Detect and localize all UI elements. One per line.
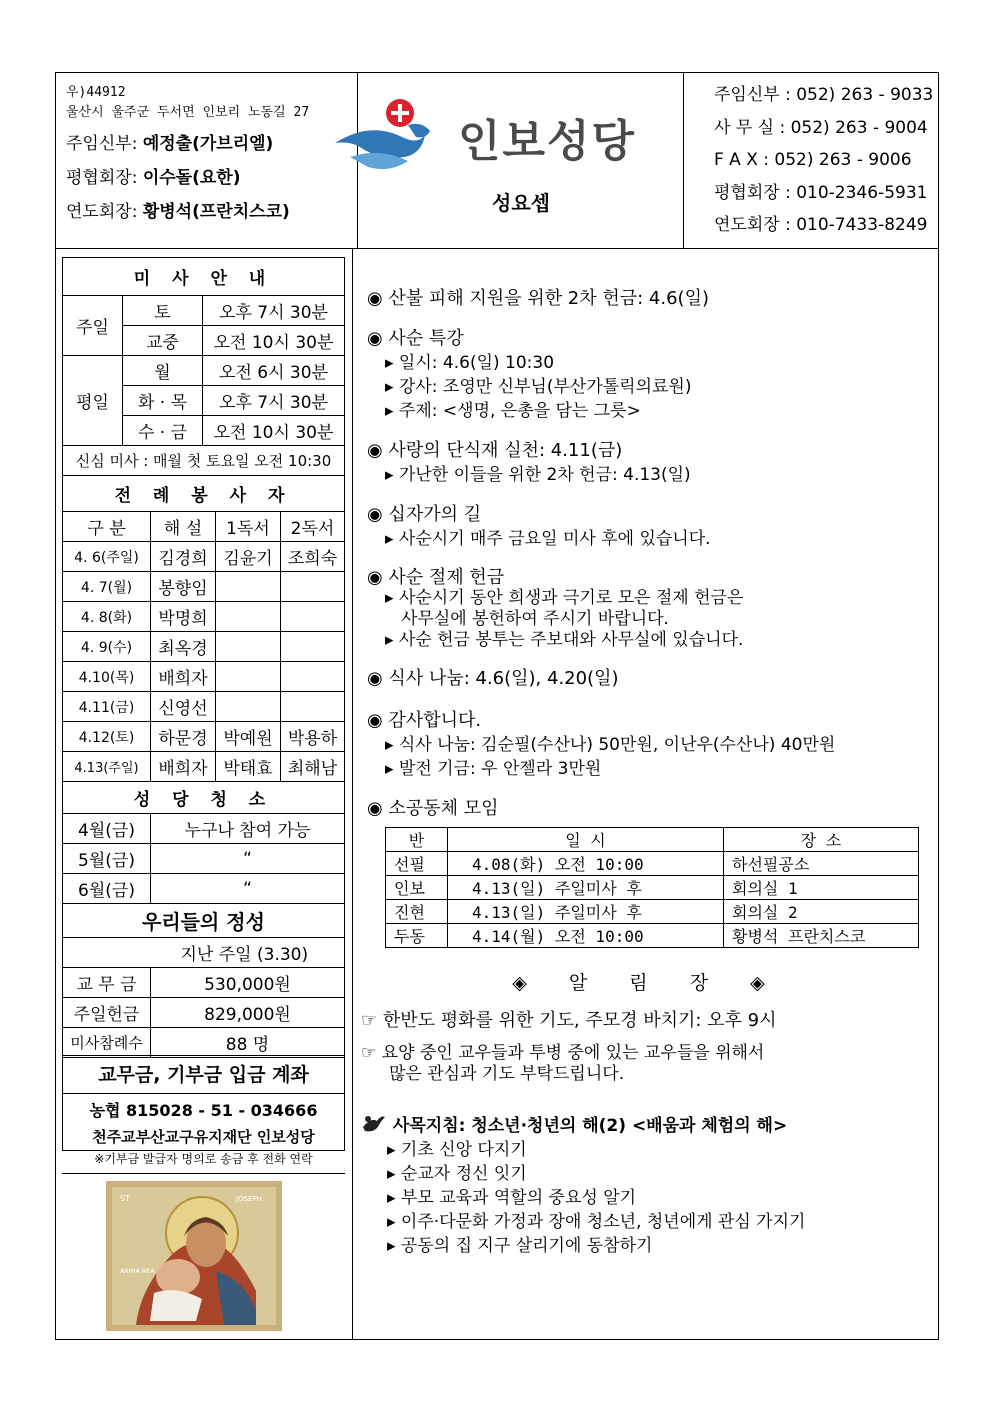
table-row: 주일헌금 829,000원: [63, 998, 345, 1028]
table-row: 4. 6(주일) 김경희 김윤기 조희숙: [63, 542, 345, 572]
left-column: [56, 249, 353, 1339]
notice-sick-prayer: ☞ 요양 중인 교우들과 투병 중에 있는 교우들을 위해서 많은 관심과 기도 부탁드립니다.: [361, 1043, 765, 1084]
pastoral-title: 사목지침: 청소년·청년의 해(2) <배움과 체험의 해>: [392, 1116, 788, 1136]
postal-code: 우)44912: [66, 85, 126, 100]
table-row: 4. 8(화) 박명희: [63, 602, 345, 632]
account-note: ※기부금 발급자 명의로 송금 후 전화 연락: [94, 1152, 313, 1166]
st-joseph-icon: [106, 1181, 282, 1331]
contact-funeral: 연도회장 : 010-7433-8249: [714, 215, 928, 235]
header-logo: [358, 73, 684, 249]
mass-table: 미 사 안 내 주일 토 오후 7시 30분 교중 오전 10시 30분 평일 월 오전 6시 30분 화 · 목 오후 7시 30분 수 · 금 오전 10시 30분 신심 미사 : 매월 첫 토요일 오전 10:30: [62, 257, 345, 476]
icon-label-anima: ANIMA MEA: [120, 1268, 155, 1275]
church-name: 인보성당: [458, 116, 637, 167]
mass-note: 신심 미사 : 매월 첫 토요일 오전 10:30: [63, 446, 345, 476]
header-contacts: [684, 73, 938, 249]
news-small-community: ◉ 소공동체 모임: [367, 798, 499, 819]
council-row: 평협회장: 이수돌(요한): [66, 168, 241, 188]
church-logo-icon: [330, 91, 450, 181]
news-meal-sharing: ◉ 식사 나눔: 4.6(일), 4.20(일): [367, 668, 619, 689]
icon-label-st: ST: [120, 1194, 130, 1203]
news-stations-of-cross: ◉ 십자가의 길 ▸ 사순시기 매주 금요일 미사 후에 있습니다.: [367, 504, 711, 549]
cleaning-table: [62, 781, 345, 904]
news-lent-offering: ◉ 사순 절제 헌금 ▸ 사순시기 동안 희생과 극기로 모은 절제 헌금은 사무실에 봉헌하여 주시기 바랍니다. ▸ 사순 헌금 봉투는 주보대와 사무실에 있습니다.: [367, 567, 744, 650]
weekday-label: 평일: [63, 356, 123, 446]
account-details: [62, 1097, 345, 1169]
funeral-row: 연도회장: 황병석(프란치스코): [66, 202, 290, 222]
account-title: 교무금, 기부금 입금 계좌: [63, 1056, 344, 1094]
notice-title: ◈ 알 림 장 ◈: [512, 972, 783, 994]
table-row: 4.11(금) 신영선: [63, 692, 345, 722]
address: 울산시 울주군 두서면 인보리 노동길 27: [66, 105, 310, 120]
contact-office: 사 무 실 : 052) 263 - 9004: [714, 117, 928, 138]
table-row: 선필 4.08(화) 오전 10:00 하선필공소: [386, 852, 919, 876]
table-row: 두동 4.14(월) 오전 10:00 황병석 프란치스코: [386, 924, 919, 948]
right-column: [353, 249, 938, 1339]
news-thanks: ◉ 감사합니다. ▸ 식사 나눔: 김순필(수산나) 50만원, 이난우(수산나) 40만원 ▸ 발전 기금: 우 안젤라 3만원: [367, 710, 836, 779]
table-row: 진현 4.13(일) 주일미사 후 회의실 2: [386, 900, 919, 924]
bulletin-page: [55, 72, 939, 1340]
cleaning-title: 성 당 청 소: [63, 782, 345, 814]
offering-table: [62, 903, 345, 1058]
bulletin-name: 성요셉: [492, 191, 550, 215]
table-row: 6월(금) “: [63, 874, 345, 904]
table-row: 4월(금) 누구나 참여 가능: [63, 814, 345, 844]
notice-peace-prayer: ☞ 한반도 평화를 위한 기도, 주모경 바치기: 오후 9시: [361, 1010, 777, 1031]
header-left: [56, 73, 358, 249]
news-fasting: ◉ 사랑의 단식재 실천: 4.11(금) ▸ 가난한 이들을 위한 2차 헌금: 4.13(일): [367, 440, 691, 485]
dove-icon: [361, 1113, 387, 1135]
table-row: 4.10(목) 배희자: [63, 662, 345, 692]
mass-title: 미 사 안 내: [63, 258, 345, 296]
contact-fax: F A X : 052) 263 - 9006: [714, 150, 912, 170]
table-row: 4. 7(월) 봉향임: [63, 572, 345, 602]
pastor-row: 주임신부: 예정출(가브리엘): [66, 134, 274, 154]
header: [56, 73, 938, 249]
table-row: 교 무 금 530,000원: [63, 968, 345, 998]
table-row: 미사참례수 88 명: [63, 1028, 345, 1058]
pastoral-guideline: 사목지침: 청소년·청년의 해(2) <배움과 체험의 해> ▸ 기초 신앙 다지기 ▸ 순교자 정신 잇기 ▸ 부모 교육과 역할의 중요성 알기 ▸ 이주·다문화 가정과 장애 청소년, 청년에게 관심 가지기 ▸ 공동의 집 지구 살리기에 동참하기: [361, 1113, 938, 1258]
icon-label-joseph: JOSEPH: [236, 1195, 262, 1203]
news-donation: ◉ 산불 피해 지원을 위한 2차 헌금: 4.6(일): [367, 288, 709, 309]
servers-table: 전 례 봉 사 자 구 분 해 설 1독서 2독서 4. 6(주일) 김경희 김윤기 조희숙 4. 7(월) 봉향임 4. 8(화) 박명희 4. 9(수) 최옥경 4.10(목) 배희자 4.11(금) 신영선 4.12(토) 하문경 박예원 박용하 4.13(주일) 배희자 박태효 최해남: [62, 475, 345, 782]
table-row: 인보 4.13(일) 주일미사 후 회의실 1: [386, 876, 919, 900]
body: [56, 249, 938, 1339]
group-schedule-table: 반 일 시 장 소 선필 4.08(화) 오전 10:00 하선필공소 인보 4.13(일) 주일미사 후 회의실 1 진현 4.13(일) 주일미사 후 회의실 2 두동 4.14(월) 오전 10:00 황병석 프란치스코: [385, 827, 919, 948]
table-row: 4. 9(수) 최옥경: [63, 632, 345, 662]
contact-pastor: 주임신부 : 052) 263 - 9033: [714, 85, 934, 105]
account-holder: 천주교부산교구유지재단 인보성당: [92, 1128, 315, 1146]
contact-council: 평협회장 : 010-2346-5931: [714, 182, 928, 203]
account-number: 농협 815028 - 51 - 034666: [89, 1101, 318, 1120]
table-row: 4.12(토) 하문경 박예원 박용하: [63, 722, 345, 752]
offering-period: 지난 주일 (3.30): [151, 938, 345, 968]
table-row: 4.13(주일) 배희자 박태효 최해남: [63, 752, 345, 782]
offering-title: 우리들의 정성: [63, 904, 345, 938]
table-row: 5월(금) “: [63, 844, 345, 874]
sunday-label: 주일: [63, 296, 123, 356]
news-lent-lecture: ◉ 사순 특강 ▸ 일시: 4.6(일) 10:30 ▸ 강사: 조영만 신부님(부산가톨릭의료원) ▸ 주제: <생명, 은총을 담는 그릇>: [367, 328, 692, 421]
servers-title: 전 례 봉 사 자: [63, 476, 345, 512]
